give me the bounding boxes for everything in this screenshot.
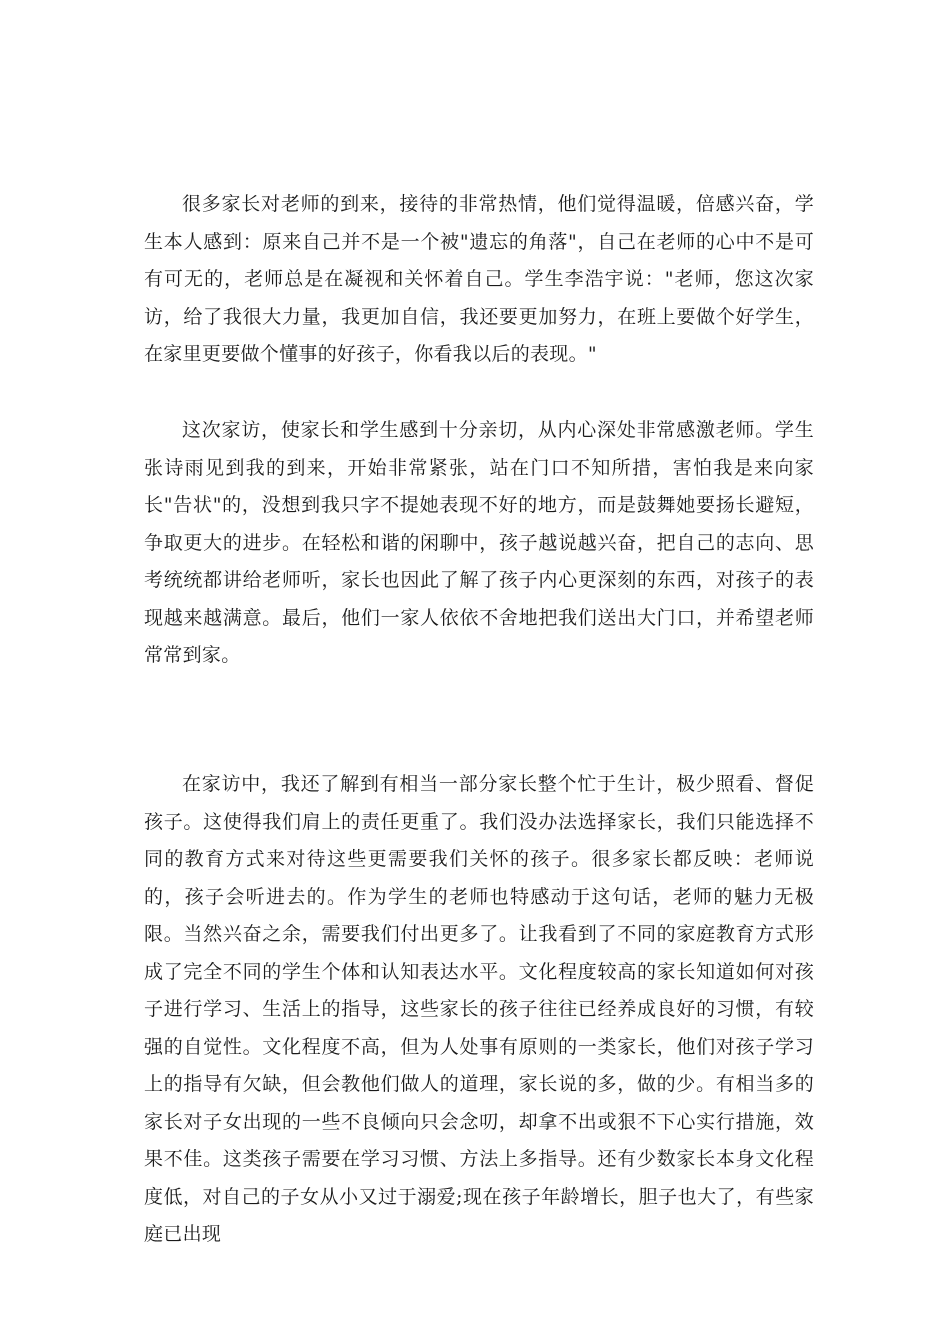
paragraph-home-visit-warmth: 很多家长对老师的到来，接待的非常热情，他们觉得温暖，倍感兴奋，学生本人感到：原来自己并不是一个被"遗忘的角落"，自己在老师的心中不是可有可无的，老师总是在凝视和关怀着自己。学生李浩宇说："老师，您这次家访，给了我很大力量，我更加自信，我还要更加努力，在班上要做个好学生，在家里更要做个懂事的好孩子，你看我以后的表现。" <box>144 193 814 365</box>
paragraph-parent-types: 在家访中，我还了解到有相当一部分家长整个忙于生计，极少照看、督促孩子。这使得我们肩上的责任更重了。我们没办法选择家长，我们只能选择不同的教育方式来对待这些更需要我们关怀的孩子。很多家长都反映：老师说的，孩子会听进去的。作为学生的老师也特感动于这句话，老师的魅力无极限。当然兴奋之余，需要我们付出更多了。让我看到了不同的家庭教育方式形成了完全不同的学生个体和认知表达水平。文化程度较高的家长知道如何对孩子进行学习、生活上的指导，这些家长的孩子往往已经养成良好的习惯，有较强的自觉性。文化程度不高，但为人处事有原则的一类家长，他们对孩子学习上的指导有欠缺，但会教他们做人的道理，家长说的多，做的少。有相当多的家长对子女出现的一些不良倾向只会念叨，却拿不出或狠不下心实行措施，效果不佳。这类孩子需要在学习习惯、方法上多指导。还有少数家长本身文化程度低，对自己的子女从小又过于溺爱;现在孩子年龄增长，胆子也大了，有些家庭已出现 <box>144 773 814 1245</box>
paragraph-student-zhang-shiyu: 这次家访，使家长和学生感到十分亲切，从内心深处非常感激老师。学生张诗雨见到我的到来，开始非常紧张，站在门口不知所措，害怕我是来向家长"告状"的，没想到我只字不提她表现不好的地方，而是鼓舞她要扬长避短，争取更大的进步。在轻松和谐的闲聊中，孩子越说越兴奋，把自己的志向、思考统统都讲给老师听，家长也因此了解了孩子内心更深刻的东西，对孩子的表现越来越满意。最后，他们一家人依依不舍地把我们送出大门口，并希望老师常常到家。 <box>144 419 814 666</box>
